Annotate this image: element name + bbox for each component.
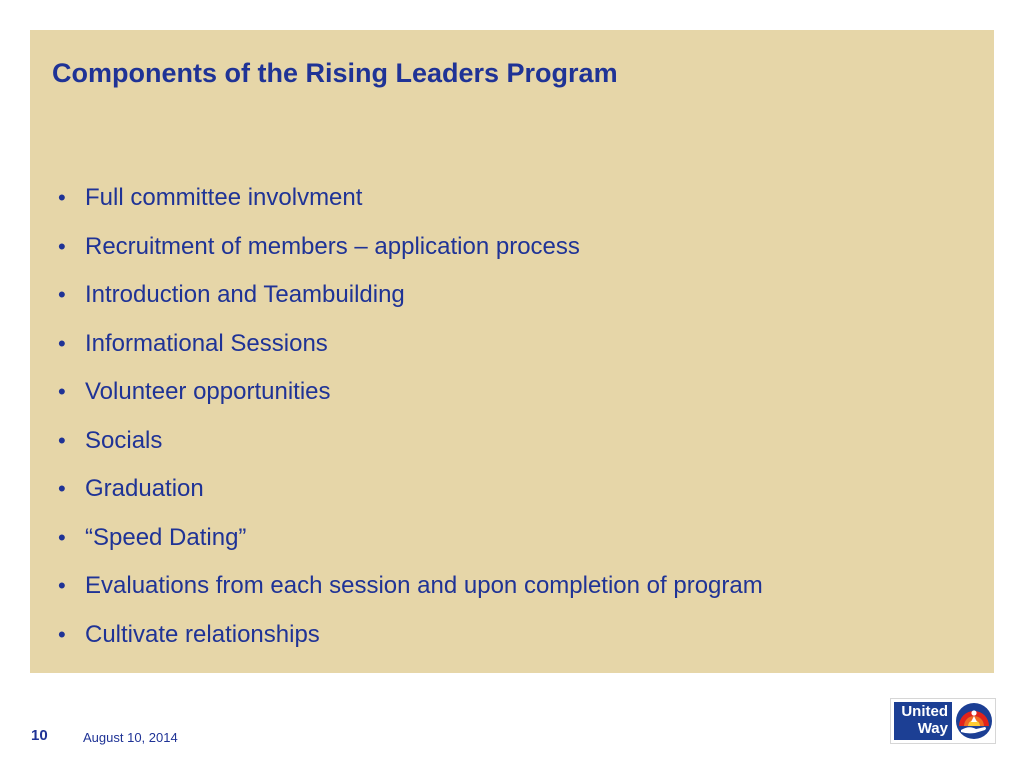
bullet-item <box>56 228 763 277</box>
bullet-dot-icon: • <box>58 427 66 453</box>
united-way-hand-rainbow-icon <box>955 702 993 740</box>
bullet-text: Graduation <box>85 475 204 502</box>
bullet-item <box>56 276 763 325</box>
bullet-text: Introduction and Teambuilding <box>85 281 405 308</box>
page-number: 10 <box>31 727 48 744</box>
bullet-item <box>56 616 763 665</box>
bullet-item <box>56 179 763 228</box>
logo-line-2: Way <box>917 720 948 737</box>
bullet-text: “Speed Dating” <box>85 523 247 551</box>
bullet-text: Cultivate relationships <box>85 620 320 648</box>
bullet-text: Informational Sessions <box>85 329 328 357</box>
bullet-dot-icon: • <box>58 185 66 210</box>
bullet-list <box>56 179 763 664</box>
bullet-dot-icon: • <box>58 330 66 356</box>
bullet-dot-icon: • <box>58 524 66 550</box>
slide-title: Components of the Rising Leaders Program <box>52 58 618 88</box>
bullet-dot-icon: • <box>58 379 66 404</box>
bullet-item <box>56 325 763 374</box>
bullet-dot-icon: • <box>58 573 66 598</box>
bullet-item <box>56 567 763 616</box>
content-panel <box>30 30 994 673</box>
bullet-dot-icon: • <box>58 476 66 501</box>
logo-wordmark <box>894 702 952 740</box>
bullet-text: Evaluations from each session and upon completion of program <box>85 572 763 599</box>
bullet-dot-icon: • <box>58 282 66 307</box>
bullet-text: Recruitment of members – application process <box>85 232 580 260</box>
bullet-item <box>56 470 763 519</box>
bullet-text: Socials <box>85 426 163 454</box>
bullet-item <box>56 519 763 568</box>
bullet-dot-icon: • <box>58 621 66 647</box>
bullet-text: Volunteer opportunities <box>85 378 331 405</box>
bullet-item <box>56 373 763 422</box>
logo-line-1: United <box>901 703 948 720</box>
slide-footer <box>0 690 1024 768</box>
footer-date: August 10, 2014 <box>83 730 178 745</box>
bullet-text: Full committee involvment <box>85 184 363 211</box>
bullet-item <box>56 422 763 471</box>
bullet-dot-icon: • <box>58 233 66 259</box>
united-way-logo <box>890 698 996 744</box>
